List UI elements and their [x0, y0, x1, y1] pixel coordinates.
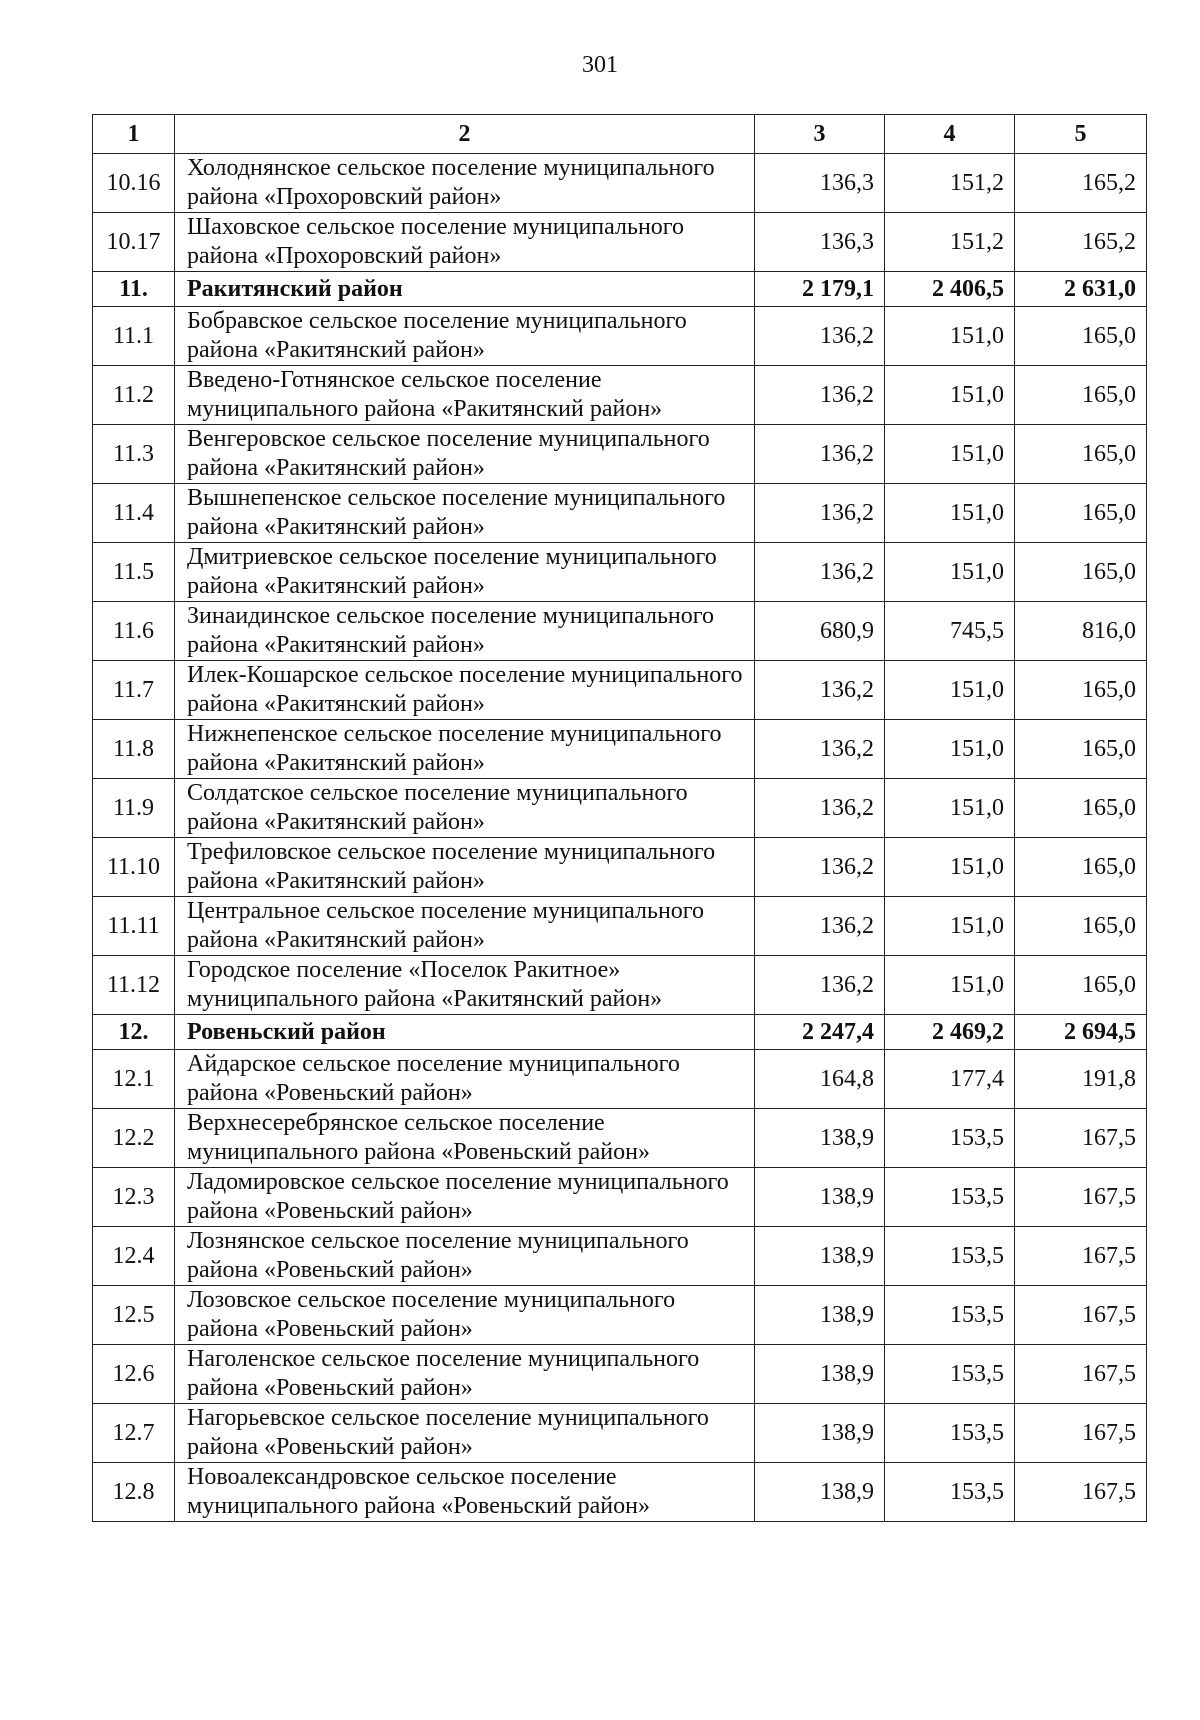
row-number: 12.: [93, 1015, 175, 1050]
value-col-5: 167,5: [1015, 1345, 1147, 1404]
settlement-name: Новоалександровское сельское поселение муниципального района «Ровеньский район»: [175, 1463, 755, 1522]
value-col-4: 153,5: [885, 1345, 1015, 1404]
table-row: [93, 1345, 1147, 1404]
settlement-name: Илек-Кошарское сельское поселение муниципального района «Ракитянский район»: [175, 661, 755, 720]
value-col-3: 136,2: [755, 779, 885, 838]
value-col-3: 164,8: [755, 1050, 885, 1109]
table-row: [93, 1050, 1147, 1109]
page-number: 301: [582, 52, 618, 78]
value-col-4: 153,5: [885, 1168, 1015, 1227]
value-col-3: 136,2: [755, 897, 885, 956]
table-row: [93, 307, 1147, 366]
value-col-3: 680,9: [755, 602, 885, 661]
row-number: 10.16: [93, 154, 175, 213]
value-col-5: 165,0: [1015, 897, 1147, 956]
value-col-5: 167,5: [1015, 1286, 1147, 1345]
settlement-name: Городское поселение «Поселок Ракитное» муниципального района «Ракитянский район»: [175, 956, 755, 1015]
table-row: [93, 1227, 1147, 1286]
row-number: 12.5: [93, 1286, 175, 1345]
table-row: [93, 1404, 1147, 1463]
settlement-name: Центральное сельское поселение муниципального района «Ракитянский район»: [175, 897, 755, 956]
value-col-5: 165,0: [1015, 484, 1147, 543]
value-col-3: 138,9: [755, 1168, 885, 1227]
settlement-name: Трефиловское сельское поселение муниципального района «Ракитянский район»: [175, 838, 755, 897]
header-col-2: 2: [175, 115, 755, 154]
value-col-3: 136,2: [755, 484, 885, 543]
row-number: 11.: [93, 272, 175, 307]
table-row: [93, 154, 1147, 213]
value-col-4: 151,0: [885, 307, 1015, 366]
row-number: 11.8: [93, 720, 175, 779]
value-col-4: 151,0: [885, 897, 1015, 956]
value-col-5: 167,5: [1015, 1109, 1147, 1168]
row-number: 11.11: [93, 897, 175, 956]
value-col-3: 136,2: [755, 366, 885, 425]
value-col-4: 151,0: [885, 425, 1015, 484]
value-col-5: 167,5: [1015, 1168, 1147, 1227]
value-col-4: 151,0: [885, 956, 1015, 1015]
row-number: 12.2: [93, 1109, 175, 1168]
row-number: 11.6: [93, 602, 175, 661]
row-number: 11.5: [93, 543, 175, 602]
row-number: 12.1: [93, 1050, 175, 1109]
settlement-name: Дмитриевское сельское поселение муниципального района «Ракитянский район»: [175, 543, 755, 602]
header-col-3: 3: [755, 115, 885, 154]
value-col-5: 165,2: [1015, 154, 1147, 213]
settlement-name: Нагорьевское сельское поселение муниципального района «Ровеньский район»: [175, 1404, 755, 1463]
district-name: Ракитянский район: [175, 272, 755, 307]
row-number: 11.12: [93, 956, 175, 1015]
value-col-4: 153,5: [885, 1404, 1015, 1463]
table-row: [93, 425, 1147, 484]
settlement-name: Солдатское сельское поселение муниципального района «Ракитянский район»: [175, 779, 755, 838]
value-col-4: 153,5: [885, 1286, 1015, 1345]
settlement-name: Верхнесеребрянское сельское поселение муниципального района «Ровеньский район»: [175, 1109, 755, 1168]
settlement-name: Нижнепенское сельское поселение муниципального района «Ракитянский район»: [175, 720, 755, 779]
value-col-5: 167,5: [1015, 1404, 1147, 1463]
settlement-name: Лозовское сельское поселение муниципального района «Ровеньский район»: [175, 1286, 755, 1345]
table-row: [93, 366, 1147, 425]
value-col-3: 138,9: [755, 1404, 885, 1463]
value-col-3: 136,2: [755, 661, 885, 720]
table-row: [93, 661, 1147, 720]
value-col-5: 165,0: [1015, 779, 1147, 838]
value-col-5: 165,0: [1015, 307, 1147, 366]
value-col-4: 151,2: [885, 154, 1015, 213]
table-row: [93, 838, 1147, 897]
value-col-4: 153,5: [885, 1109, 1015, 1168]
table-row: [93, 602, 1147, 661]
section-row: [93, 272, 1147, 307]
table-body: [93, 154, 1147, 1522]
value-col-5: 165,0: [1015, 956, 1147, 1015]
row-number: 12.8: [93, 1463, 175, 1522]
table-row: [93, 1286, 1147, 1345]
value-col-5: 2 694,5: [1015, 1015, 1147, 1050]
table-row: [93, 1168, 1147, 1227]
row-number: 11.10: [93, 838, 175, 897]
section-row: [93, 1015, 1147, 1050]
value-col-4: 151,0: [885, 779, 1015, 838]
table-row: [93, 779, 1147, 838]
value-col-3: 138,9: [755, 1227, 885, 1286]
row-number: 10.17: [93, 213, 175, 272]
value-col-3: 138,9: [755, 1463, 885, 1522]
table-row: [93, 213, 1147, 272]
settlement-name: Зинаидинское сельское поселение муниципального района «Ракитянский район»: [175, 602, 755, 661]
value-col-5: 816,0: [1015, 602, 1147, 661]
value-col-5: 165,0: [1015, 838, 1147, 897]
value-col-4: 745,5: [885, 602, 1015, 661]
value-col-3: 138,9: [755, 1286, 885, 1345]
settlement-name: Введено-Готнянское сельское поселение муниципального района «Ракитянский район»: [175, 366, 755, 425]
value-col-3: 136,3: [755, 213, 885, 272]
settlement-name: Ладомировское сельское поселение муниципального района «Ровеньский район»: [175, 1168, 755, 1227]
value-col-5: 165,0: [1015, 543, 1147, 602]
row-number: 12.3: [93, 1168, 175, 1227]
settlement-name: Венгеровское сельское поселение муниципального района «Ракитянский район»: [175, 425, 755, 484]
value-col-3: 138,9: [755, 1109, 885, 1168]
row-number: 12.7: [93, 1404, 175, 1463]
value-col-3: 2 247,4: [755, 1015, 885, 1050]
value-col-4: 151,0: [885, 543, 1015, 602]
value-col-5: 165,0: [1015, 661, 1147, 720]
settlement-name: Айдарское сельское поселение муниципального района «Ровеньский район»: [175, 1050, 755, 1109]
settlement-name: Шаховское сельское поселение муниципального района «Прохоровский район»: [175, 213, 755, 272]
value-col-5: 165,0: [1015, 366, 1147, 425]
value-col-4: 151,2: [885, 213, 1015, 272]
settlement-name: Вышнепенское сельское поселение муниципального района «Ракитянский район»: [175, 484, 755, 543]
settlement-name: Лознянское сельское поселение муниципального района «Ровеньский район»: [175, 1227, 755, 1286]
table-row: [93, 543, 1147, 602]
value-col-4: 151,0: [885, 838, 1015, 897]
row-number: 11.7: [93, 661, 175, 720]
value-col-3: 2 179,1: [755, 272, 885, 307]
value-col-4: 2 406,5: [885, 272, 1015, 307]
value-col-4: 153,5: [885, 1463, 1015, 1522]
value-col-5: 165,2: [1015, 213, 1147, 272]
row-number: 11.9: [93, 779, 175, 838]
value-col-3: 136,2: [755, 543, 885, 602]
row-number: 11.4: [93, 484, 175, 543]
value-col-5: 191,8: [1015, 1050, 1147, 1109]
value-col-5: 2 631,0: [1015, 272, 1147, 307]
value-col-4: 2 469,2: [885, 1015, 1015, 1050]
value-col-3: 136,2: [755, 425, 885, 484]
value-col-4: 153,5: [885, 1227, 1015, 1286]
value-col-4: 151,0: [885, 720, 1015, 779]
table-row: [93, 956, 1147, 1015]
table-row: [93, 484, 1147, 543]
value-col-5: 165,0: [1015, 425, 1147, 484]
row-number: 12.4: [93, 1227, 175, 1286]
row-number: 11.1: [93, 307, 175, 366]
value-col-3: 136,3: [755, 154, 885, 213]
value-col-3: 138,9: [755, 1345, 885, 1404]
table-row: [93, 897, 1147, 956]
table-header: [93, 115, 1147, 154]
table-row: [93, 1109, 1147, 1168]
value-col-4: 151,0: [885, 661, 1015, 720]
header-col-4: 4: [885, 115, 1015, 154]
budget-table: [92, 114, 1147, 1522]
value-col-4: 177,4: [885, 1050, 1015, 1109]
settlement-name: Бобравское сельское поселение муниципального района «Ракитянский район»: [175, 307, 755, 366]
row-number: 12.6: [93, 1345, 175, 1404]
header-row: [93, 115, 1147, 154]
value-col-4: 151,0: [885, 366, 1015, 425]
value-col-5: 167,5: [1015, 1463, 1147, 1522]
value-col-3: 136,2: [755, 307, 885, 366]
table-row: [93, 720, 1147, 779]
value-col-5: 165,0: [1015, 720, 1147, 779]
row-number: 11.2: [93, 366, 175, 425]
header-col-1: 1: [93, 115, 175, 154]
value-col-3: 136,2: [755, 956, 885, 1015]
district-name: Ровеньский район: [175, 1015, 755, 1050]
table-row: [93, 1463, 1147, 1522]
settlement-name: Холоднянское сельское поселение муниципального района «Прохоровский район»: [175, 154, 755, 213]
value-col-3: 136,2: [755, 720, 885, 779]
value-col-4: 151,0: [885, 484, 1015, 543]
value-col-5: 167,5: [1015, 1227, 1147, 1286]
settlement-name: Наголенское сельское поселение муниципального района «Ровеньский район»: [175, 1345, 755, 1404]
value-col-3: 136,2: [755, 838, 885, 897]
row-number: 11.3: [93, 425, 175, 484]
header-col-5: 5: [1015, 115, 1147, 154]
